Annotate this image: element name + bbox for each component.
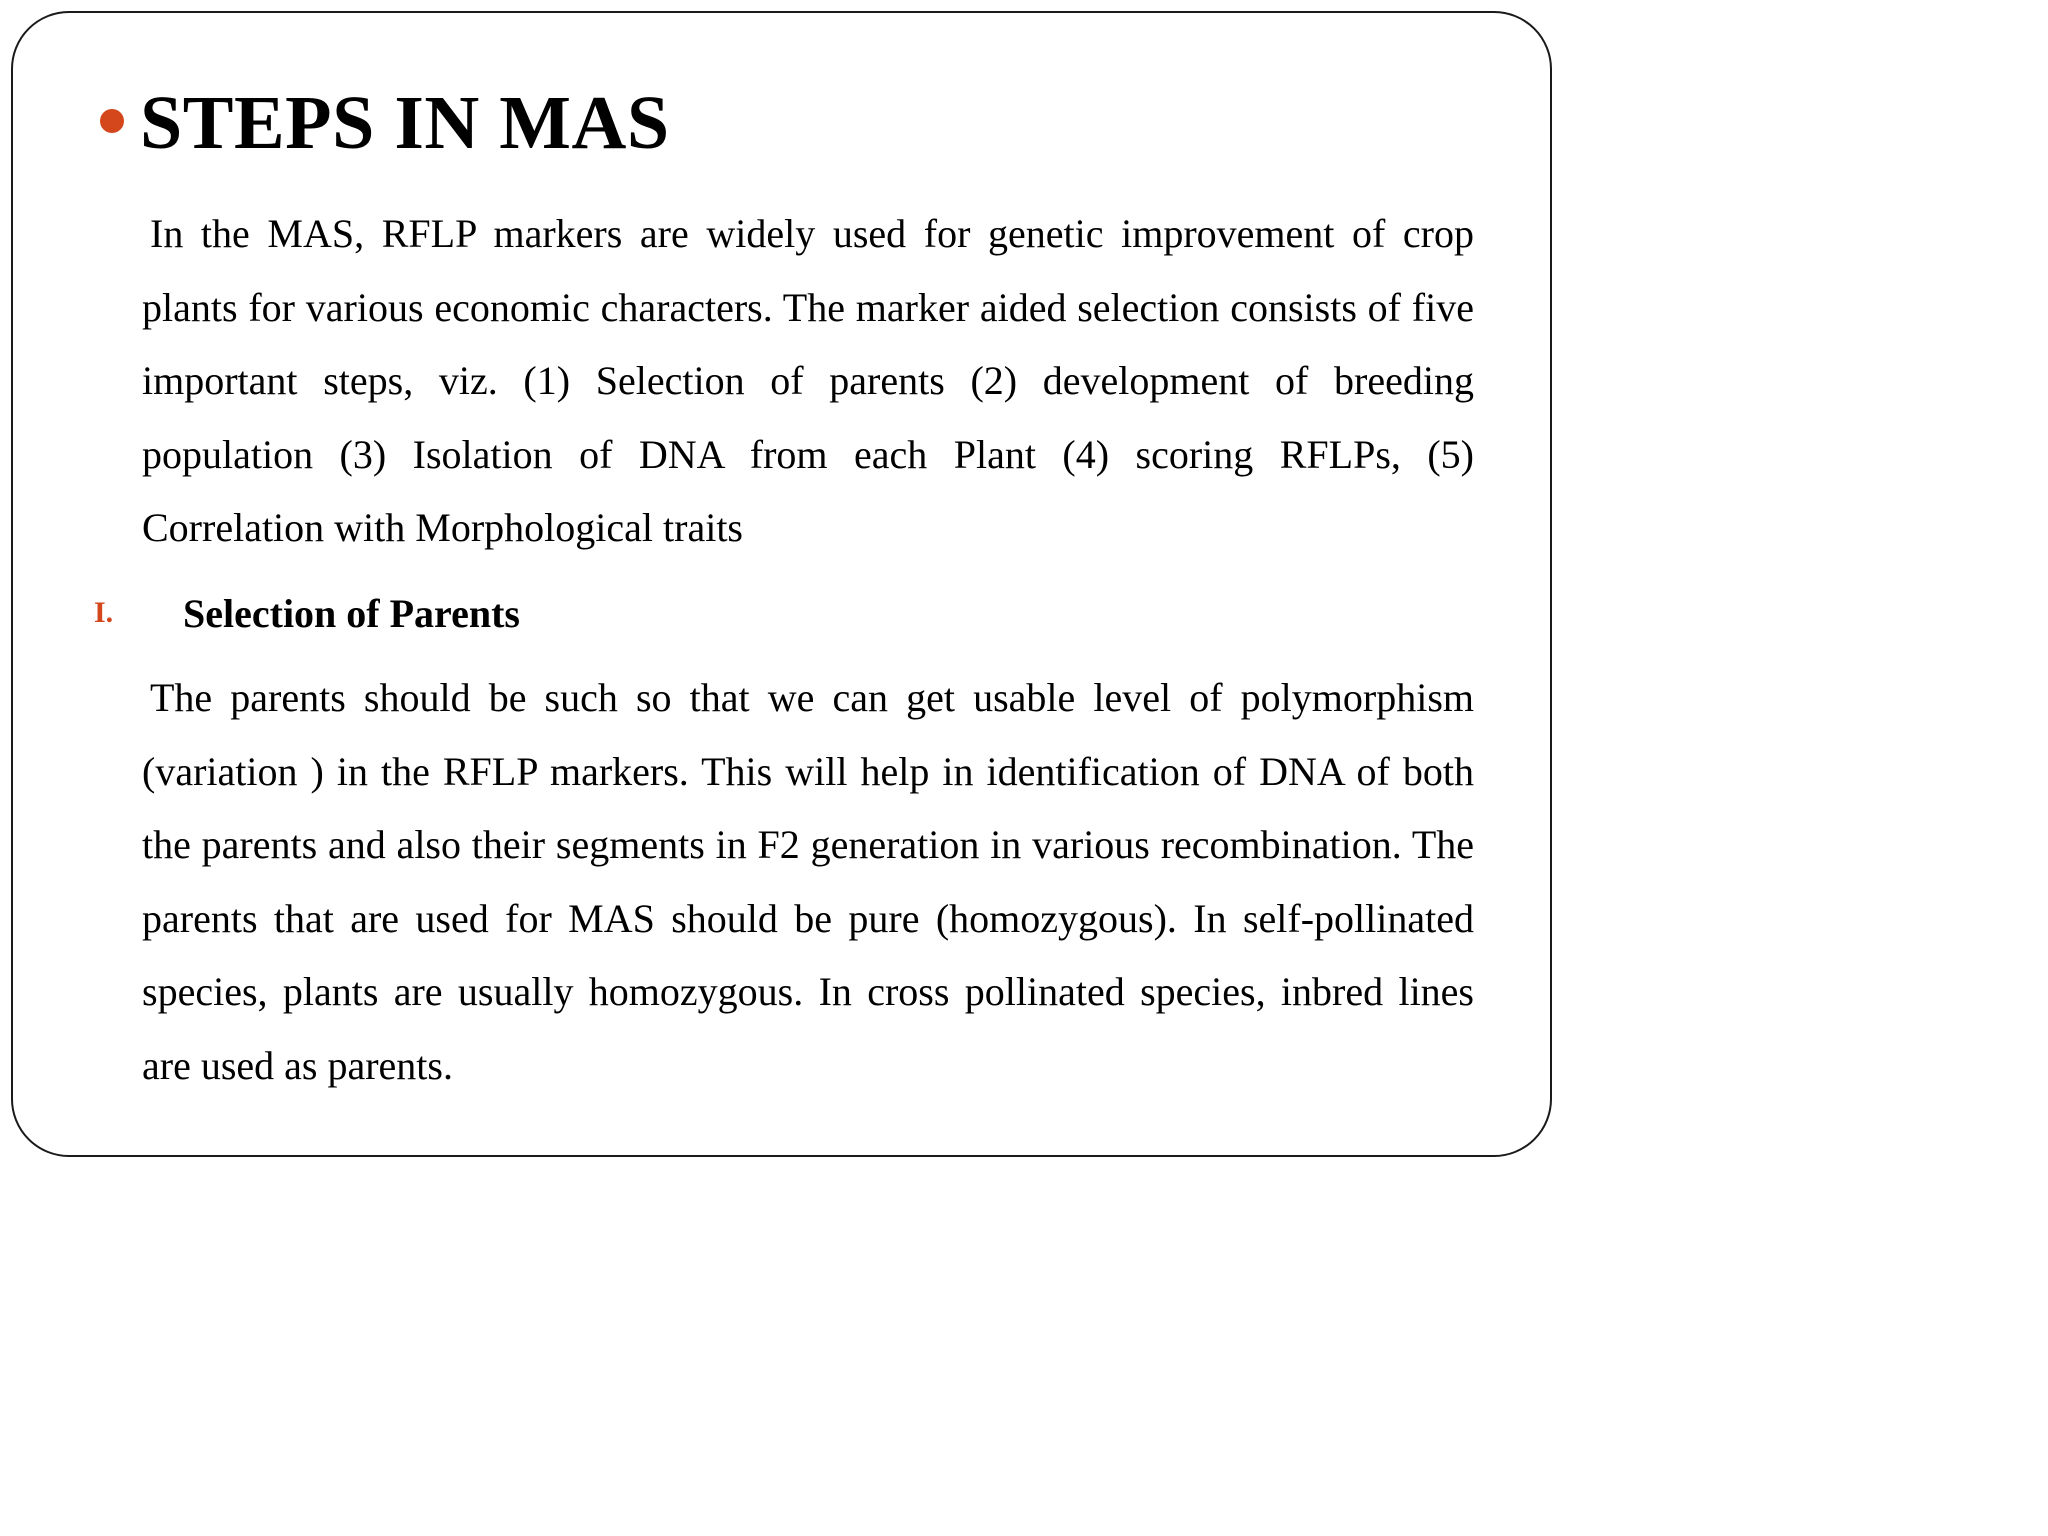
section-numeral: I.: [94, 596, 114, 629]
bullet-dot-icon: [100, 109, 124, 133]
slide-title: STEPS IN MAS: [140, 81, 670, 165]
title-row: [100, 78, 670, 168]
section-heading-row: [94, 585, 520, 641]
intro-paragraph: In the MAS, RFLP markers are widely used for genetic improvement of crop plants for various economic characters. The marker aided selection consists of five important steps, viz. (1) Selection of parents (2) development of breeding population (3) Isolation of DNA from each Plant (4) scoring RFLPs, (5) Correlation with Morphological traits: [142, 211, 1474, 550]
section-heading: Selection of Parents: [183, 590, 520, 636]
section-paragraph: The parents should be such so that we can get usable level of polymorphism (variation ) in the RFLP markers. This will help in identification of DNA of both the parents and also their segments in F2 generation in various recombination. The parents that are used for MAS should be pure (homozygous). In self-pollinated species, plants are usually homozygous. In cross pollinated species, inbred lines are used as parents.: [142, 675, 1474, 1088]
